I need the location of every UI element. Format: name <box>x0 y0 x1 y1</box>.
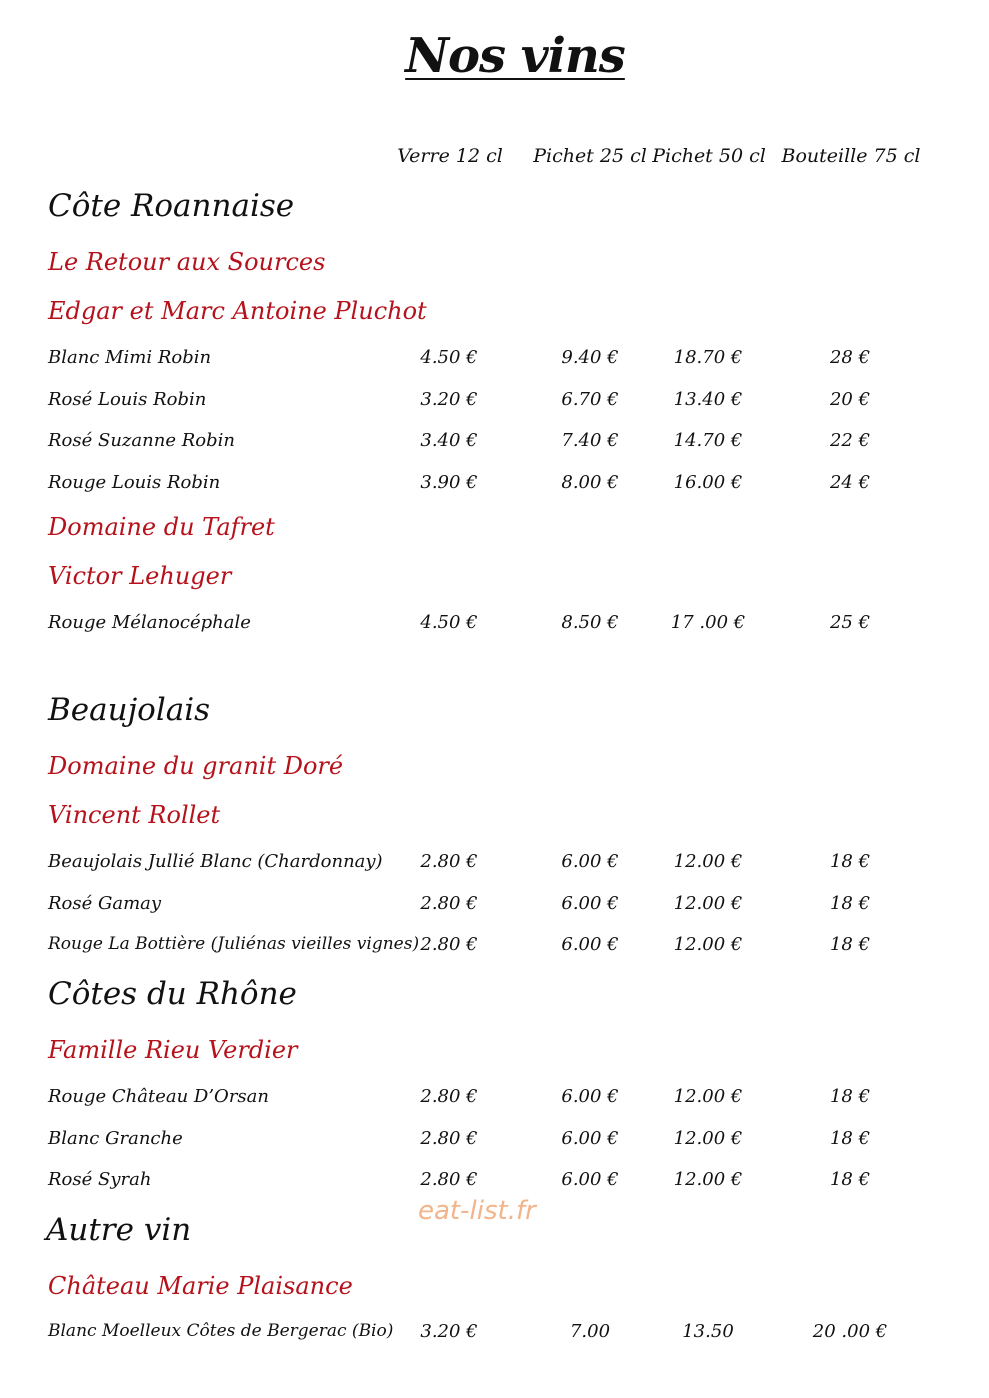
price-bottle: 18 € <box>829 1086 871 1107</box>
price-pitcher-50: 12.00 € <box>673 1086 743 1107</box>
column-header-glass: Verre 12 cl <box>397 145 503 167</box>
wine-row <box>0 1086 989 1114</box>
price-pitcher-50: 12.00 € <box>673 893 743 914</box>
column-header-bottle: Bouteille 75 cl <box>781 145 921 167</box>
producer-name: Famille Rieu Verdier <box>48 1036 298 1064</box>
price-bottle: 20 € <box>829 389 871 410</box>
price-pitcher-50: 18.70 € <box>673 347 743 368</box>
wine-name: Rosé Suzanne Robin <box>48 430 235 451</box>
producer-name: Le Retour aux Sources <box>48 248 326 276</box>
price-pitcher-25: 6.00 € <box>561 1169 619 1190</box>
producer-name: Domaine du Tafret <box>48 513 275 541</box>
wine-row <box>0 1128 989 1156</box>
price-pitcher-25: 6.70 € <box>561 389 619 410</box>
price-glass: 2.80 € <box>420 934 478 955</box>
wine-name: Rosé Syrah <box>48 1169 152 1190</box>
wine-name: Rosé Louis Robin <box>48 389 207 410</box>
price-pitcher-50: 12.00 € <box>673 851 743 872</box>
price-glass: 2.80 € <box>420 1128 478 1149</box>
price-bottle: 24 € <box>829 472 871 493</box>
price-pitcher-50: 12.00 € <box>673 934 743 955</box>
price-glass: 3.20 € <box>420 389 478 410</box>
price-pitcher-50: 12.00 € <box>673 1128 743 1149</box>
price-pitcher-25: 8.00 € <box>561 472 619 493</box>
wine-name: Rouge Château D’Orsan <box>48 1086 269 1107</box>
region-title: Côte Roannaise <box>48 188 295 224</box>
watermark: eat-list.fr <box>418 1196 536 1226</box>
price-glass: 3.20 € <box>420 1321 478 1342</box>
price-pitcher-50: 13.50 <box>682 1321 734 1342</box>
price-pitcher-25: 8.50 € <box>561 612 619 633</box>
producer-owner: Edgar et Marc Antoine Pluchot <box>48 297 427 325</box>
wine-row <box>0 893 989 921</box>
wine-name: Blanc Moelleux Côtes de Bergerac (Bio) <box>48 1321 394 1341</box>
price-bottle: 18 € <box>829 893 871 914</box>
price-bottle: 18 € <box>829 1169 871 1190</box>
price-pitcher-50: 14.70 € <box>673 430 743 451</box>
wine-name: Blanc Granche <box>48 1128 183 1149</box>
price-pitcher-25: 6.00 € <box>561 1086 619 1107</box>
wine-name: Rosé Gamay <box>48 893 162 914</box>
price-bottle: 22 € <box>829 430 871 451</box>
price-glass: 2.80 € <box>420 893 478 914</box>
price-bottle: 18 € <box>829 851 871 872</box>
price-pitcher-25: 6.00 € <box>561 934 619 955</box>
price-pitcher-25: 6.00 € <box>561 1128 619 1149</box>
producer-name: Château Marie Plaisance <box>48 1272 353 1300</box>
price-pitcher-50: 12.00 € <box>673 1169 743 1190</box>
price-pitcher-25: 6.00 € <box>561 851 619 872</box>
wine-name: Beaujolais Jullié Blanc (Chardonnay) <box>48 851 383 872</box>
price-pitcher-25: 9.40 € <box>561 347 619 368</box>
wine-name: Blanc Mimi Robin <box>48 347 212 368</box>
price-bottle: 28 € <box>829 347 871 368</box>
price-pitcher-50: 16.00 € <box>673 472 743 493</box>
price-bottle: 18 € <box>829 934 871 955</box>
producer-owner: Vincent Rollet <box>48 801 221 829</box>
wine-row <box>0 430 989 458</box>
price-bottle: 18 € <box>829 1128 871 1149</box>
price-pitcher-50: 13.40 € <box>673 389 743 410</box>
wine-name: Rouge La Bottière (Juliénas vieilles vignes) <box>48 934 420 954</box>
price-pitcher-25: 7.40 € <box>561 430 619 451</box>
region-title: Beaujolais <box>48 692 211 728</box>
price-pitcher-25: 7.00 <box>569 1321 611 1342</box>
price-glass: 3.40 € <box>420 430 478 451</box>
price-pitcher-50: 17 .00 € <box>670 612 746 633</box>
region-title: Côtes du Rhône <box>48 976 297 1012</box>
wine-row <box>0 1169 989 1197</box>
wine-row <box>0 612 989 640</box>
price-bottle: 20 .00 € <box>812 1321 888 1342</box>
price-glass: 2.80 € <box>420 1169 478 1190</box>
producer-name: Domaine du granit Doré <box>48 752 344 780</box>
price-glass: 2.80 € <box>420 1086 478 1107</box>
price-glass: 4.50 € <box>420 347 478 368</box>
wine-row <box>0 472 989 500</box>
wine-row <box>0 347 989 375</box>
wine-name: Rouge Mélanocéphale <box>48 612 251 633</box>
column-header-pitcher-25: Pichet 25 cl <box>533 145 647 167</box>
page-title: Nos vins <box>405 28 625 84</box>
price-glass: 2.80 € <box>420 851 478 872</box>
price-bottle: 25 € <box>829 612 871 633</box>
wine-row <box>0 851 989 879</box>
price-glass: 4.50 € <box>420 612 478 633</box>
region-title: Autre vin <box>46 1212 192 1248</box>
price-pitcher-25: 6.00 € <box>561 893 619 914</box>
column-header-pitcher-50: Pichet 50 cl <box>652 145 766 167</box>
wine-name: Rouge Louis Robin <box>48 472 221 493</box>
producer-owner: Victor Lehuger <box>48 562 232 590</box>
price-glass: 3.90 € <box>420 472 478 493</box>
wine-row <box>0 934 989 962</box>
wine-row <box>0 389 989 417</box>
wine-row <box>0 1321 989 1349</box>
